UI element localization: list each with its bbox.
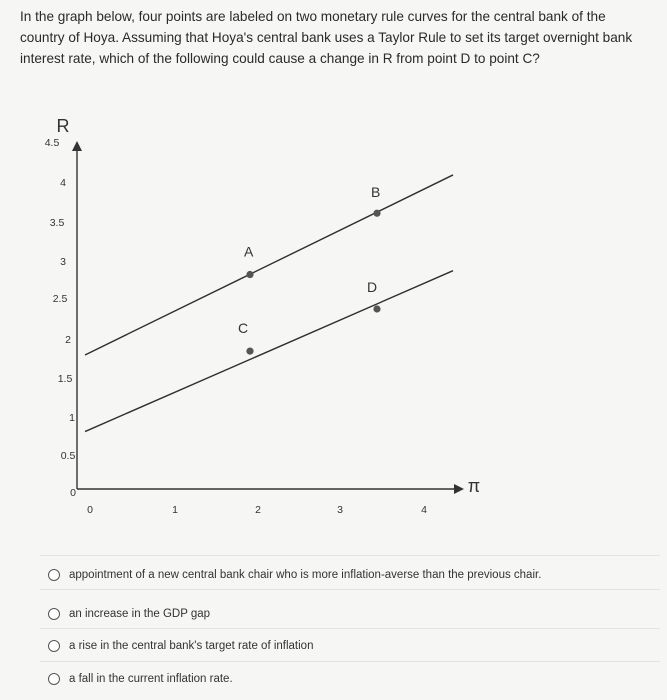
rule-curve-1: [85, 175, 453, 355]
y-axis-title: R: [56, 116, 70, 136]
x-tick-label: 0: [87, 504, 93, 516]
point-a-marker: [246, 271, 253, 278]
question-text: In the graph below, four points are labeled on two monetary rule curves for the central bank of the country of Hoya. Assuming that Hoya's central bank uses a Taylor Rule to set its target overnight bank interest rate, which of the following could cause a change in R from point D to point C?: [20, 9, 633, 66]
option-label: a rise in the central bank's target rate of inflation: [69, 640, 314, 652]
x-tick-label: 4: [421, 504, 427, 516]
y-tick-label: 4.5: [44, 137, 60, 149]
y-tick-label: 4: [60, 177, 66, 189]
y-tick-label: 2.5: [52, 293, 68, 305]
radio-button[interactable]: [48, 640, 60, 652]
point-a-label: A: [244, 243, 254, 260]
radio-button[interactable]: [48, 608, 60, 620]
option-inflation-averse-chair[interactable]: [48, 561, 658, 589]
option-target-inflation-rise[interactable]: [48, 632, 658, 660]
option-inflation-fall[interactable]: [48, 665, 658, 693]
radio-button[interactable]: [48, 673, 60, 685]
divider: [40, 555, 660, 556]
y-tick-label: 3: [60, 256, 66, 268]
y-tick-label: 3.5: [49, 217, 65, 229]
point-d-marker: [373, 305, 380, 312]
point-b-marker: [373, 210, 380, 217]
y-tick-label: 1: [69, 412, 75, 424]
divider: [40, 628, 660, 629]
x-tick-label: 1: [172, 504, 178, 516]
y-tick-label: 2: [65, 334, 71, 346]
option-gdp-gap-increase[interactable]: [48, 600, 658, 628]
point-d-label: D: [367, 278, 378, 295]
option-label: appointment of a new central bank chair who is more inflation-averse than the previous chair.: [69, 569, 542, 581]
option-label: an increase in the GDP gap: [69, 608, 211, 620]
y-tick-label: 0: [70, 487, 76, 499]
x-axis-title: π: [467, 476, 481, 496]
x-tick-label: 3: [337, 504, 343, 516]
radio-button[interactable]: [48, 569, 60, 581]
divider: [40, 589, 660, 590]
divider: [40, 661, 660, 662]
rule-curve-2: [85, 271, 453, 432]
point-c-marker: [246, 348, 253, 355]
y-tick-label: 0.5: [60, 450, 76, 462]
option-label: a fall in the current inflation rate.: [69, 673, 233, 685]
x-tick-label: 2: [255, 504, 261, 516]
point-b-label: B: [371, 184, 381, 201]
point-c-label: C: [238, 320, 249, 337]
y-tick-label: 1.5: [57, 373, 73, 385]
